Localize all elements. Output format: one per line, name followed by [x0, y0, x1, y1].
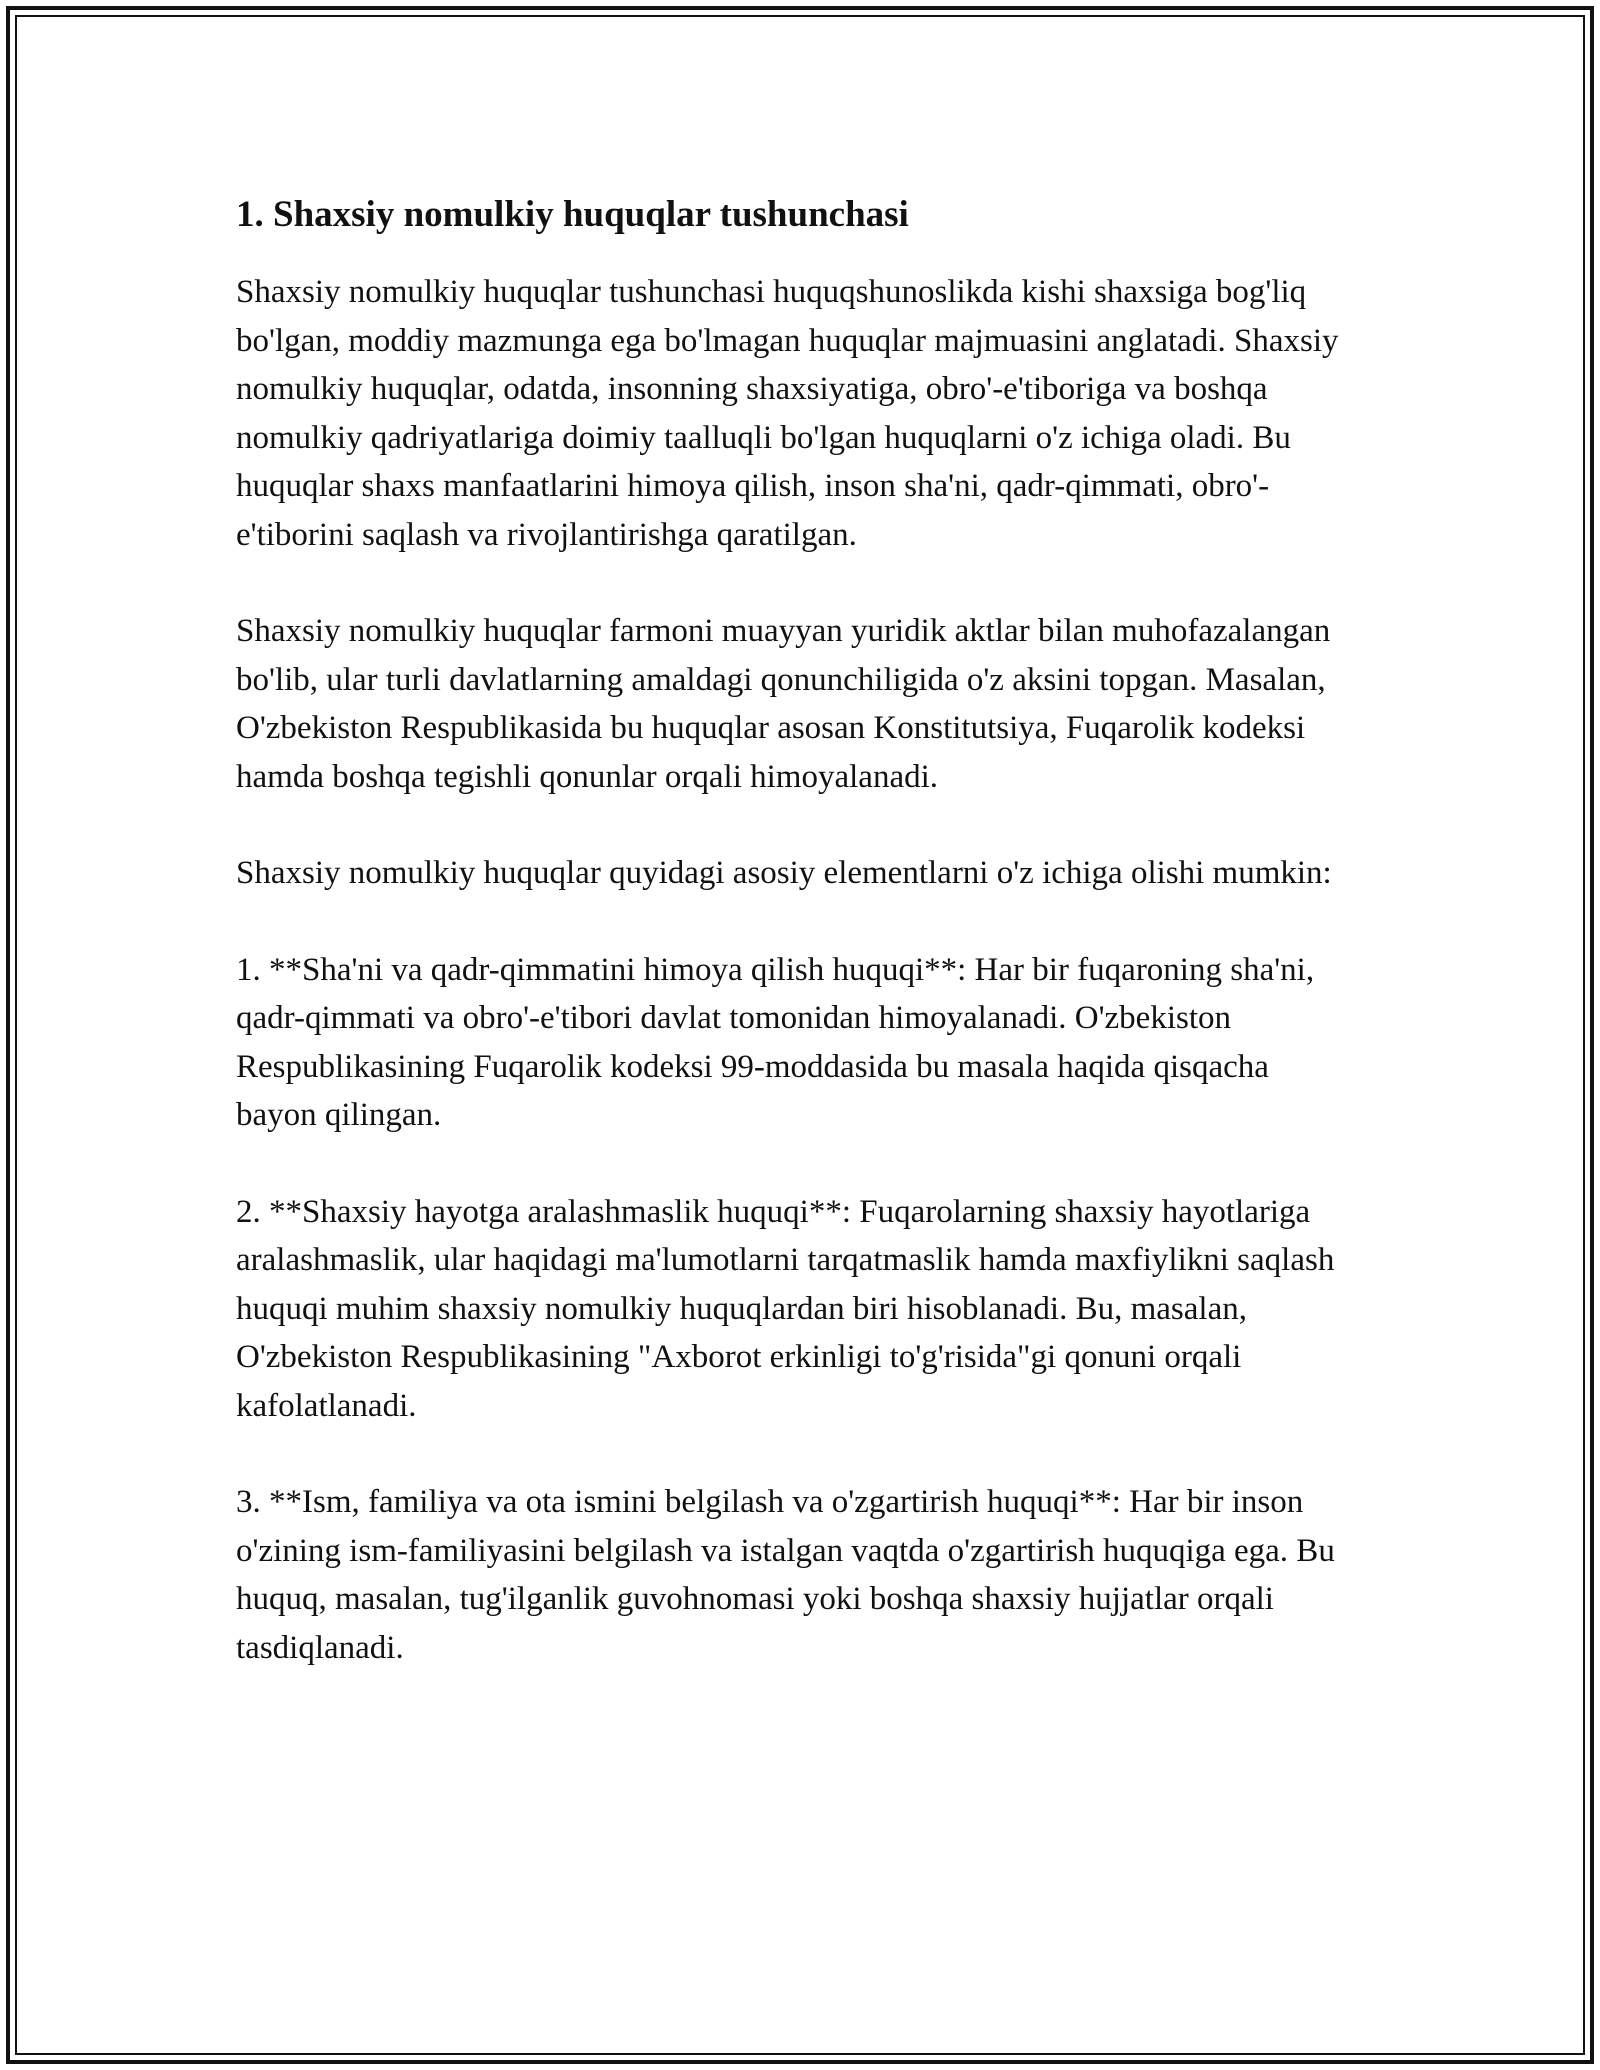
section-heading: 1. Shaxsiy nomulkiy huquqlar tushunchasi: [236, 194, 909, 235]
list-item-name-rights: 3. **Ism, familiya va ota ismini belgilash va o'zgartirish huquqi**: Har bir inson o'zining ism-familiyasini belgilash va istalgan vaqtda o'zgartirish huquqiga ega. Bu huquq, masalan, tug'ilganlik guvohnomasi yoki boshqa shaxsiy hujjatlar orqali tasdiqlanadi.: [236, 1484, 1335, 1666]
list-item-honor-dignity: 1. **Sha'ni va qadr-qimmatini himoya qilish huquqi**: Har bir fuqaroning sha'ni, qadr-qimmati va obro'-e'tibori davlat tomonidan himoyalanadi. O'zbekiston Respublikasining Fuqarolik kodeksi 99-moddasida bu masala haqida qisqacha bayon qilingan.: [236, 951, 1315, 1133]
list-item-privacy: 2. **Shaxsiy hayotga aralashmaslik huquqi**: Fuqarolarning shaxsiy hayotlariga aralashmaslik, ular haqidagi ma'lumotlarni tarqatmaslik hamda maxfiylikni saqlash huquqi muhim shaxsiy nomulkiy huquqlardan biri hisoblanadi. Bu, masalan, O'zbekiston Respublikasining "Axborot erkinligi to'g'risida"gi qonuni orqali kafolatlanadi.: [236, 1193, 1335, 1424]
paragraph-legal-basis: Shaxsiy nomulkiy huquqlar farmoni muayyan yuridik aktlar bilan muhofazalangan bo'lib, ular turli davlatlarning amaldagi qonunchiligida o'z aksini topgan. Masalan, O'zbekiston Respublikasida bu huquqlar asosan Konstitutsiya, Fuqarolik kodeksi hamda boshqa tegishli qonunlar orqali himoyalanadi.: [236, 613, 1331, 795]
paragraph-elements-lead: Shaxsiy nomulkiy huquqlar quyidagi asosiy elementlarni o'z ichiga olishi mumkin:: [236, 855, 1332, 891]
document-body: [236, 184, 1356, 1720]
paragraph-intro: Shaxsiy nomulkiy huquqlar tushunchasi huquqshunoslikda kishi shaxsiga bog'liq bo'lgan, moddiy mazmunga ega bo'lmagan huquqlar majmuasini anglatadi. Shaxsiy nomulkiy huquqlar, odatda, insonning shaxsiyatiga, obro'-e'tiboriga va boshqa nomulkiy qadriyatlariga doimiy taalluqli bo'lgan huquqlarni o'z ichiga oladi. Bu huquqlar shaxs manfaatlarini himoya qilish, inson sha'ni, qadr-qimmati, obro'-e'tiborini saqlash va rivojlantirishga qaratilgan.: [236, 274, 1339, 553]
